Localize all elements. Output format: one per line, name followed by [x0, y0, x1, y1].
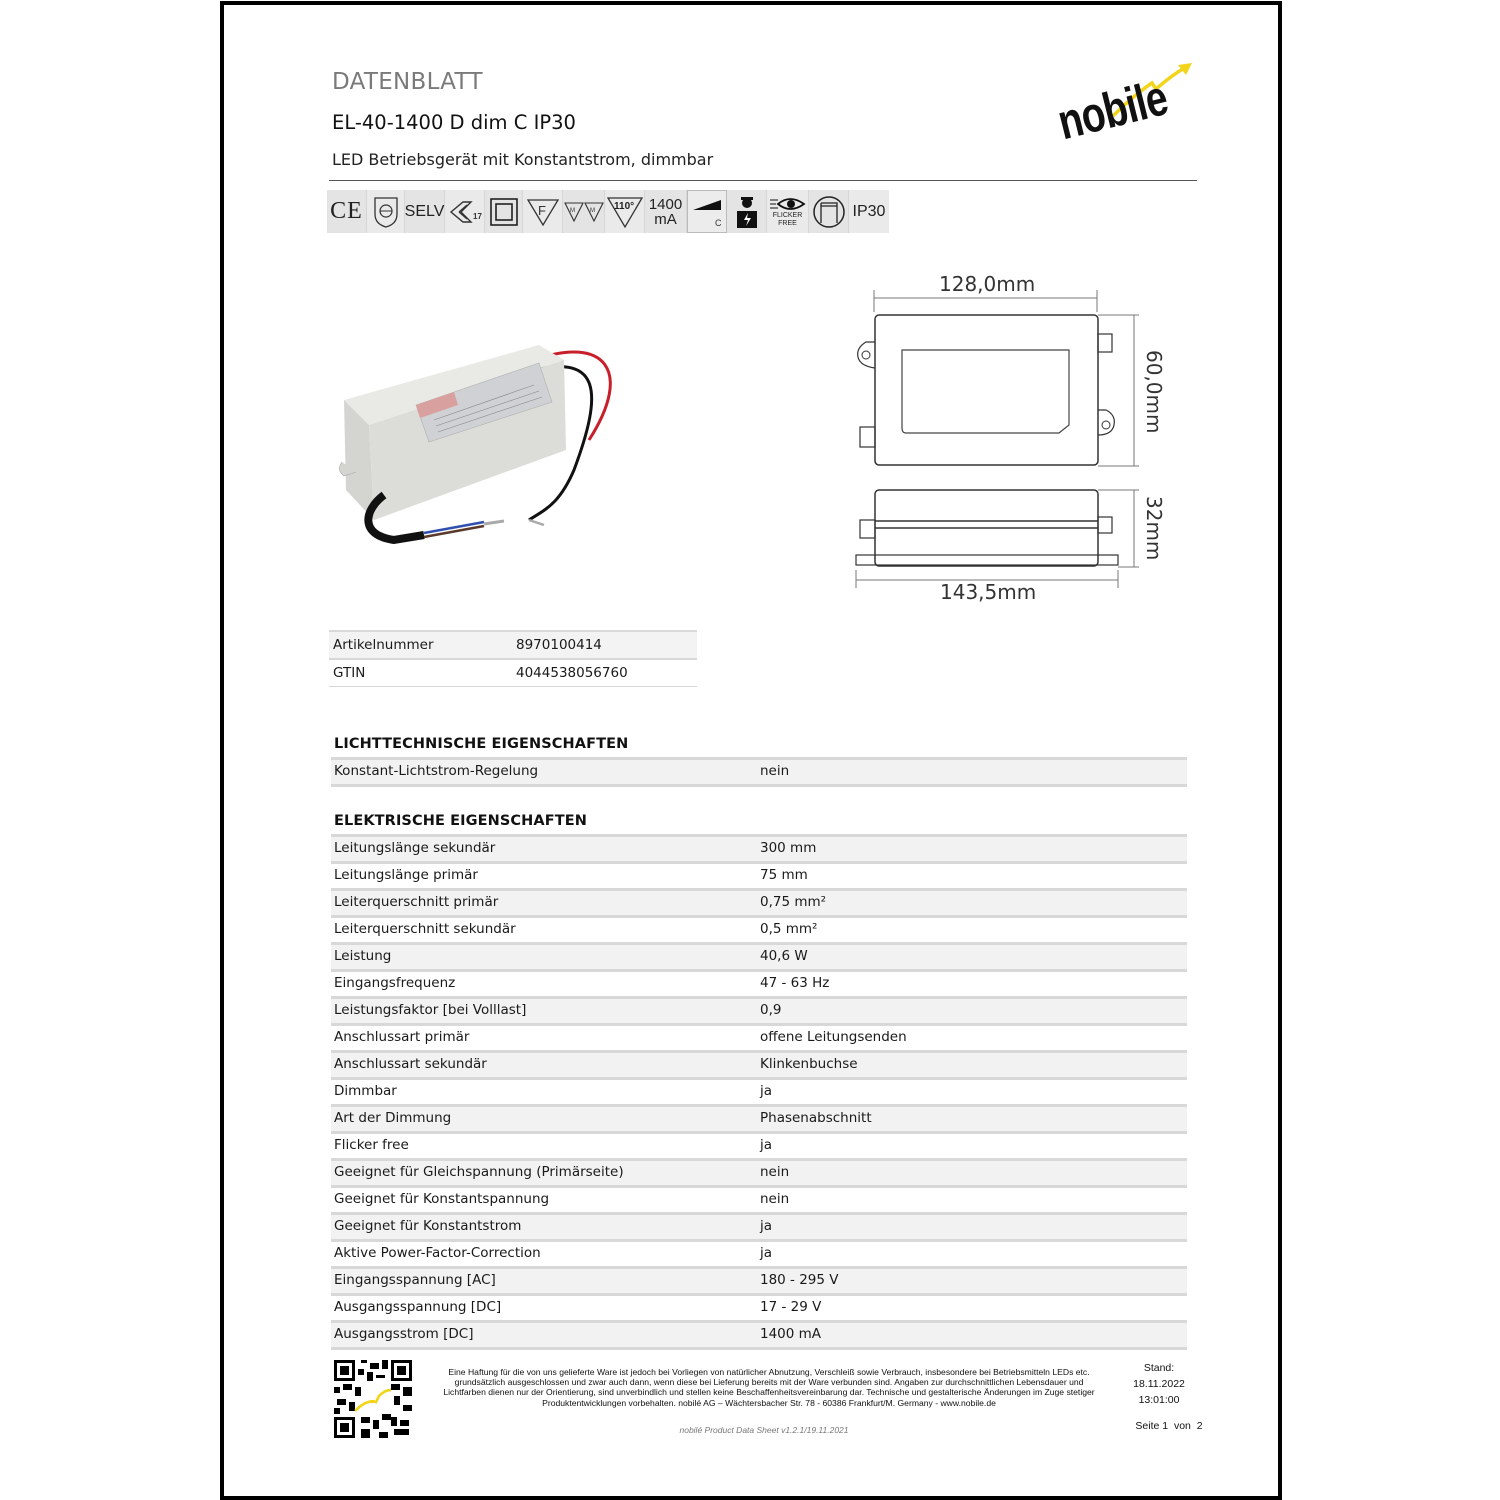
page-number: Seite 1 von 2	[1135, 1420, 1203, 1432]
product-title: EL-40-1400 D dim C IP30	[332, 111, 576, 134]
row-value: ja	[760, 1083, 773, 1099]
ip30-icon: IP30	[849, 190, 889, 233]
table-row	[331, 1077, 1187, 1104]
row-value: nein	[760, 1191, 790, 1207]
row-value: offene Leitungsenden	[760, 1029, 907, 1045]
product-subtitle: LED Betriebsgerät mit Konstantstrom, dimmbar	[332, 150, 714, 169]
lighting-properties-section	[331, 732, 1187, 787]
row-label: Leitungslänge sekundär	[334, 840, 496, 856]
legal-disclaimer: Eine Haftung für die von uns gelieferte Ware ist jedoch bei Vorliegen von natürlicher Abnutzung, Verschleiß sowie Verbrauch, insbesondere bei Betriebsmitteln LEDs etc. grundsätzlich ausgeschlossen und zwar auch dann, wenn diese bei Lieferung bereits mit der Ware verbunden sind. Angaben zur durchschnittlichen Lebensdauer und Lichtfarben dienen nur der Orientierung, sind unverbindlich und stellen keine Beschaffenheitsvereinbarung dar. Technische und gestalterische Änderungen im Zuge stetiger Produktentwicklungen vorbehalten. nobilé AG – Wächtersbacher Str. 78 - 60386 Frankfurt/M. Germany - www.nobile.de	[443, 1367, 1095, 1408]
section-title: LICHTTECHNISCHE EIGENSCHAFTEN	[334, 736, 629, 752]
header-divider	[329, 180, 1197, 181]
table-row	[331, 1185, 1187, 1212]
dimming-trailing-edge-icon	[687, 190, 727, 233]
row-label: Anschlussart sekundär	[334, 1056, 487, 1072]
row-label: Leitungslänge primär	[334, 867, 478, 883]
ce-mark-icon: CE	[327, 190, 367, 233]
product-photo	[334, 330, 709, 555]
row-value: ja	[760, 1137, 773, 1153]
svg-text:F: F	[537, 202, 546, 218]
stand-label: Stand:	[1143, 1362, 1175, 1374]
article-id-table	[329, 630, 697, 687]
table-row	[331, 942, 1187, 969]
document-version: nobilé Product Data Sheet v1.2.1/19.11.2021	[679, 1425, 849, 1435]
row-value: 0,9	[760, 1002, 782, 1018]
current-1400ma-icon: 1400 mA	[645, 190, 687, 233]
row-label: Konstant-Lichtstrom-Regelung	[334, 763, 539, 779]
row-value: 8970100414	[516, 637, 602, 653]
row-value: 47 - 63 Hz	[760, 975, 830, 991]
row-label: Leiterquerschnitt primär	[334, 894, 499, 910]
issue-date-block	[1104, 1360, 1214, 1408]
row-value: Klinkenbuchse	[760, 1056, 858, 1072]
row-label: Geeignet für Konstantspannung	[334, 1191, 550, 1207]
brand-wordmark: nobile	[1052, 69, 1173, 151]
stand-time: 13:01:00	[1138, 1394, 1180, 1406]
side-height-dimension-label: 32mm	[1142, 496, 1166, 561]
row-value: ja	[760, 1245, 773, 1261]
row-value: Phasenabschnitt	[760, 1110, 872, 1126]
row-label: Eingangsfrequenz	[334, 975, 456, 991]
datasheet-page	[220, 1, 1282, 1500]
nobile-logo	[1044, 57, 1204, 167]
row-label: Artikelnummer	[333, 637, 434, 653]
stand-date: 18.11.2022	[1133, 1378, 1185, 1390]
row-value: 1400 mA	[760, 1326, 822, 1342]
row-value: 17 - 29 V	[760, 1299, 822, 1315]
svg-text:M: M	[569, 207, 575, 214]
electrical-properties-section	[331, 809, 1187, 1350]
row-value: 0,75 mm²	[760, 894, 827, 910]
table-row	[329, 630, 697, 658]
electrician-installation-icon	[727, 190, 767, 233]
dimension-drawing	[844, 270, 1174, 615]
length-dimension-label: 143,5mm	[940, 580, 1037, 604]
table-row	[331, 996, 1187, 1023]
selv-icon: SELV	[405, 190, 445, 233]
certification-icon-strip	[327, 190, 889, 233]
row-value: 180 - 295 V	[760, 1272, 839, 1288]
flicker-free-icon: FLICKER FREE	[767, 190, 809, 233]
row-label: Geeignet für Konstantstrom	[334, 1218, 522, 1234]
row-label: Geeignet für Gleichspannung (Primärseite)	[334, 1164, 624, 1180]
row-value: 75 mm	[760, 867, 808, 883]
table-row	[331, 1131, 1187, 1158]
row-value: nein	[760, 1164, 790, 1180]
table-row	[331, 1212, 1187, 1239]
row-value: 40,6 W	[760, 948, 808, 964]
row-value: 300 mm	[760, 840, 817, 856]
row-value: 0,5 mm²	[760, 921, 818, 937]
width-dimension-label: 128,0mm	[939, 272, 1036, 296]
table-row	[329, 658, 697, 687]
row-label: Anschlussart primär	[334, 1029, 470, 1045]
svg-text:C: C	[715, 217, 722, 228]
table-row	[331, 969, 1187, 996]
document-type-label: DATENBLATT	[332, 69, 483, 95]
table-row	[331, 1239, 1187, 1266]
table-row	[331, 1023, 1187, 1050]
table-row	[331, 861, 1187, 888]
table-row	[331, 1320, 1187, 1350]
table-row	[331, 888, 1187, 915]
svg-text:M: M	[589, 207, 595, 214]
row-label: GTIN	[333, 665, 366, 681]
row-label: Aktive Power-Factor-Correction	[334, 1245, 541, 1261]
enec-17-icon	[445, 190, 485, 233]
table-row	[331, 1293, 1187, 1320]
independent-device-icon	[809, 190, 849, 233]
row-label: Leiterquerschnitt sekundär	[334, 921, 516, 937]
row-label: Leistung	[334, 948, 392, 964]
mm-mark-icon	[563, 190, 605, 233]
row-value: ja	[760, 1218, 773, 1234]
row-value: 4044538056760	[516, 665, 628, 681]
table-row	[331, 834, 1187, 861]
enec-shield-icon	[367, 190, 405, 233]
svg-text:17: 17	[472, 211, 482, 221]
row-label: Dimmbar	[334, 1083, 397, 1099]
temperature-110-icon	[605, 190, 645, 233]
table-row	[331, 1266, 1187, 1293]
table-row	[331, 757, 1187, 787]
table-row	[331, 1158, 1187, 1185]
row-label: Eingangsspannung [AC]	[334, 1272, 496, 1288]
row-label: Leistungsfaktor [bei Volllast]	[334, 1002, 527, 1018]
row-label: Ausgangsspannung [DC]	[334, 1299, 502, 1315]
row-label: Flicker free	[334, 1137, 409, 1153]
table-row	[331, 1050, 1187, 1077]
svg-text:110°: 110°	[613, 200, 634, 212]
height-dimension-label: 60,0mm	[1142, 350, 1166, 434]
row-label: Ausgangsstrom [DC]	[334, 1326, 474, 1342]
table-row	[331, 915, 1187, 942]
table-row	[331, 1104, 1187, 1131]
row-value: nein	[760, 763, 790, 779]
protection-class-2-icon	[485, 190, 523, 233]
row-label: Art der Dimmung	[334, 1110, 452, 1126]
f-mark-icon	[523, 190, 563, 233]
section-title: ELEKTRISCHE EIGENSCHAFTEN	[334, 813, 587, 829]
qr-code[interactable]	[334, 1360, 412, 1438]
